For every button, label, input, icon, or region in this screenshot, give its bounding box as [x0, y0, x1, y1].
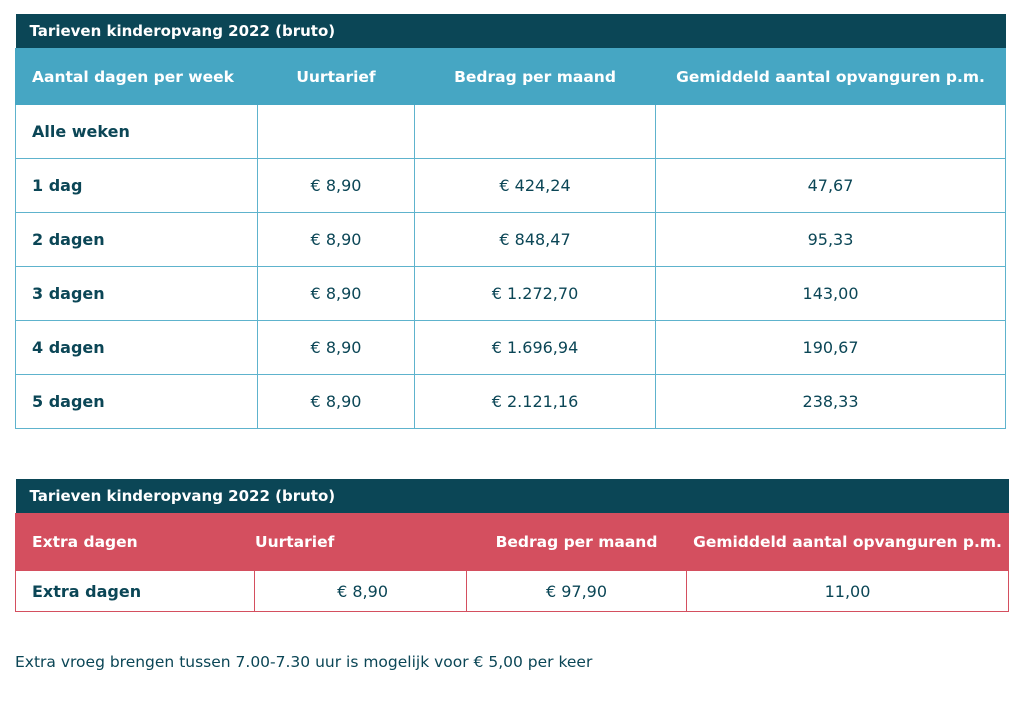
- table-cell: € 8,90: [258, 375, 415, 429]
- table-cell: € 424,24: [415, 159, 656, 213]
- column-header: Gemiddeld aantal opvanguren p.m.: [687, 514, 1009, 571]
- table-cell: [258, 105, 415, 159]
- table-cell: 47,67: [656, 159, 1006, 213]
- row-label: 1 dag: [16, 159, 258, 213]
- table-header-row: [16, 514, 1009, 571]
- table-title-row: [16, 14, 1006, 49]
- column-header: Uurtarief: [255, 514, 467, 571]
- column-header: Gemiddeld aantal opvanguren p.m.: [656, 49, 1006, 105]
- table-cell: € 848,47: [415, 213, 656, 267]
- table-cell: € 8,90: [258, 159, 415, 213]
- table-cell: € 8,90: [258, 321, 415, 375]
- table-title: Tarieven kinderopvang 2022 (bruto): [16, 14, 1006, 49]
- table-title-row: [16, 479, 1009, 514]
- table-header-row: [16, 49, 1006, 105]
- row-label: Extra dagen: [16, 571, 255, 612]
- column-header: Bedrag per maand: [415, 49, 656, 105]
- column-header: Aantal dagen per week: [16, 49, 258, 105]
- table-cell: 11,00: [687, 571, 1009, 612]
- table-row: [16, 213, 1006, 267]
- table-row: [16, 105, 1006, 159]
- table-cell: 190,67: [656, 321, 1006, 375]
- table-cell: € 2.121,16: [415, 375, 656, 429]
- rates-table: [15, 14, 1006, 429]
- table-cell: € 8,90: [258, 213, 415, 267]
- table-row: [16, 571, 1009, 612]
- table-cell: € 1.696,94: [415, 321, 656, 375]
- early-dropoff-note: Extra vroeg brengen tussen 7.00-7.30 uur is mogelijk voor € 5,00 per keer: [15, 653, 593, 671]
- row-label: 5 dagen: [16, 375, 258, 429]
- table-cell: 238,33: [656, 375, 1006, 429]
- row-label: 2 dagen: [16, 213, 258, 267]
- row-label: 3 dagen: [16, 267, 258, 321]
- column-header: Uurtarief: [258, 49, 415, 105]
- table-cell: [656, 105, 1006, 159]
- table-cell: [415, 105, 656, 159]
- table-cell: 95,33: [656, 213, 1006, 267]
- row-label: 4 dagen: [16, 321, 258, 375]
- column-header: Extra dagen: [16, 514, 255, 571]
- table-cell: € 97,90: [467, 571, 687, 612]
- table-row: [16, 375, 1006, 429]
- row-label: Alle weken: [16, 105, 258, 159]
- column-header: Bedrag per maand: [467, 514, 687, 571]
- extra-days-table: [15, 479, 1009, 612]
- table-cell: 143,00: [656, 267, 1006, 321]
- table-row: [16, 321, 1006, 375]
- table-cell: € 8,90: [255, 571, 467, 612]
- table-cell: € 1.272,70: [415, 267, 656, 321]
- table-cell: € 8,90: [258, 267, 415, 321]
- table-title: Tarieven kinderopvang 2022 (bruto): [16, 479, 1009, 514]
- table-row: [16, 267, 1006, 321]
- table-row: [16, 159, 1006, 213]
